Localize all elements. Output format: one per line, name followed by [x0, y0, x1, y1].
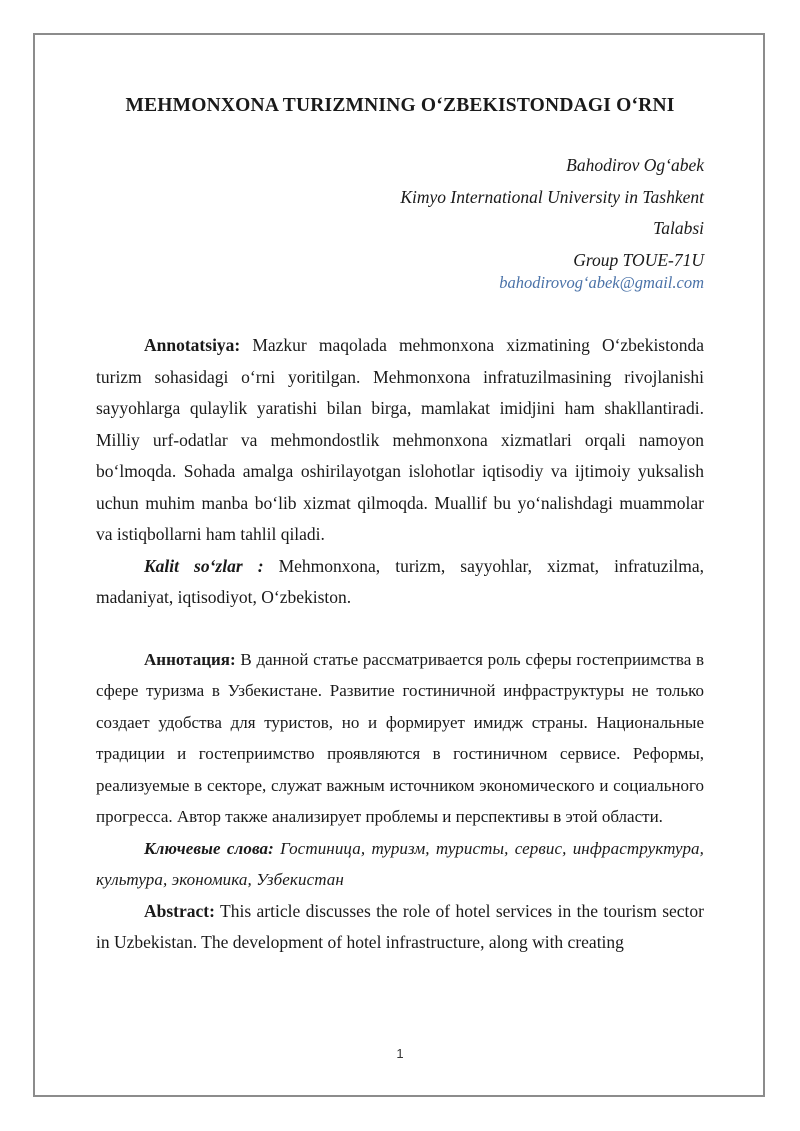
author-affiliation: Kimyo International University in Tashkent [400, 186, 704, 207]
en-abstract-text: This article discusses the role of hotel services in the tourism sector in Uzbekistan. The development of hotel infrastructure, along with creating [96, 900, 704, 952]
paper-title: MEHMONXONA TURIZMNING O‘ZBEKISTONDAGI O‘RNI [125, 95, 675, 116]
ru-keywords-text: Гостиница, туризм, туристы, сервис, инфраструктура, культура, экономика, Узбекистан [96, 838, 704, 889]
author-group: Group TOUE-71U [573, 249, 704, 270]
en-abstract-label: Abstract: [144, 900, 215, 921]
page-content [96, 92, 704, 959]
ru-keywords [96, 833, 704, 896]
uz-annotation-text: Mazkur maqolada mehmonxona xizmatining O‘zbekistonda turizm sohasidagi o‘rni yoritilgan. Mehmonxona infratuzilmasining rivojlanishi sayyohlarga qulaylik yaratishi bilan birga, mamlakat imidjini ham shakllantiradi. Milliy urf-odatlar va mehmondostlik mehmonxona xizmatlari orqali namoyon bo‘lmoqda. Sohada amalga oshirilayotgan islohotlar iqtisodiy va ijtimoiy yuksalish uchun muhim manba bo‘lib xizmat qilmoqda. Muallif bu yo‘nalishdagi muammolar va istiqbollarni ham tahlil qiladi. [96, 335, 704, 544]
author-block [96, 150, 704, 294]
page-number: 1 [396, 1046, 404, 1061]
ru-keywords-label: Ключевые слова: [144, 838, 274, 858]
ru-annotation [96, 644, 704, 833]
uz-annotation [96, 330, 704, 551]
author-role: Talabsi [653, 218, 704, 238]
ru-annotation-label: Аннотация: [144, 649, 236, 669]
author-email[interactable]: bahodirovog‘abek@gmail.com [499, 273, 704, 292]
author-name: Bahodirov Og‘abek [566, 155, 704, 175]
ru-annotation-text: В данной статье рассматривается роль сферы гостеприимства в сфере туризма в Узбекистане. Развитие гостиничной инфраструктуры не только создает удобства для туристов, но и формирует имидж страны. Национальные традиции и гостеприимство проявляются в гостиничном сервисе. Реформы, реализуемые в секторе, служат важным источником экономического и социального прогресса. Автор также анализирует проблемы и перспективы в этой области. [96, 649, 704, 826]
uz-annotation-label: Annotatsiya: [144, 335, 241, 355]
uz-keywords-label: Kalit so‘zlar : [144, 555, 264, 576]
uz-keywords-text: Mehmonxona, turizm, sayyohlar, xizmat, infratuzilma, madaniyat, iqtisodiyot, O‘zbekiston. [96, 555, 704, 607]
uz-keywords [96, 551, 704, 614]
en-abstract [96, 896, 704, 959]
